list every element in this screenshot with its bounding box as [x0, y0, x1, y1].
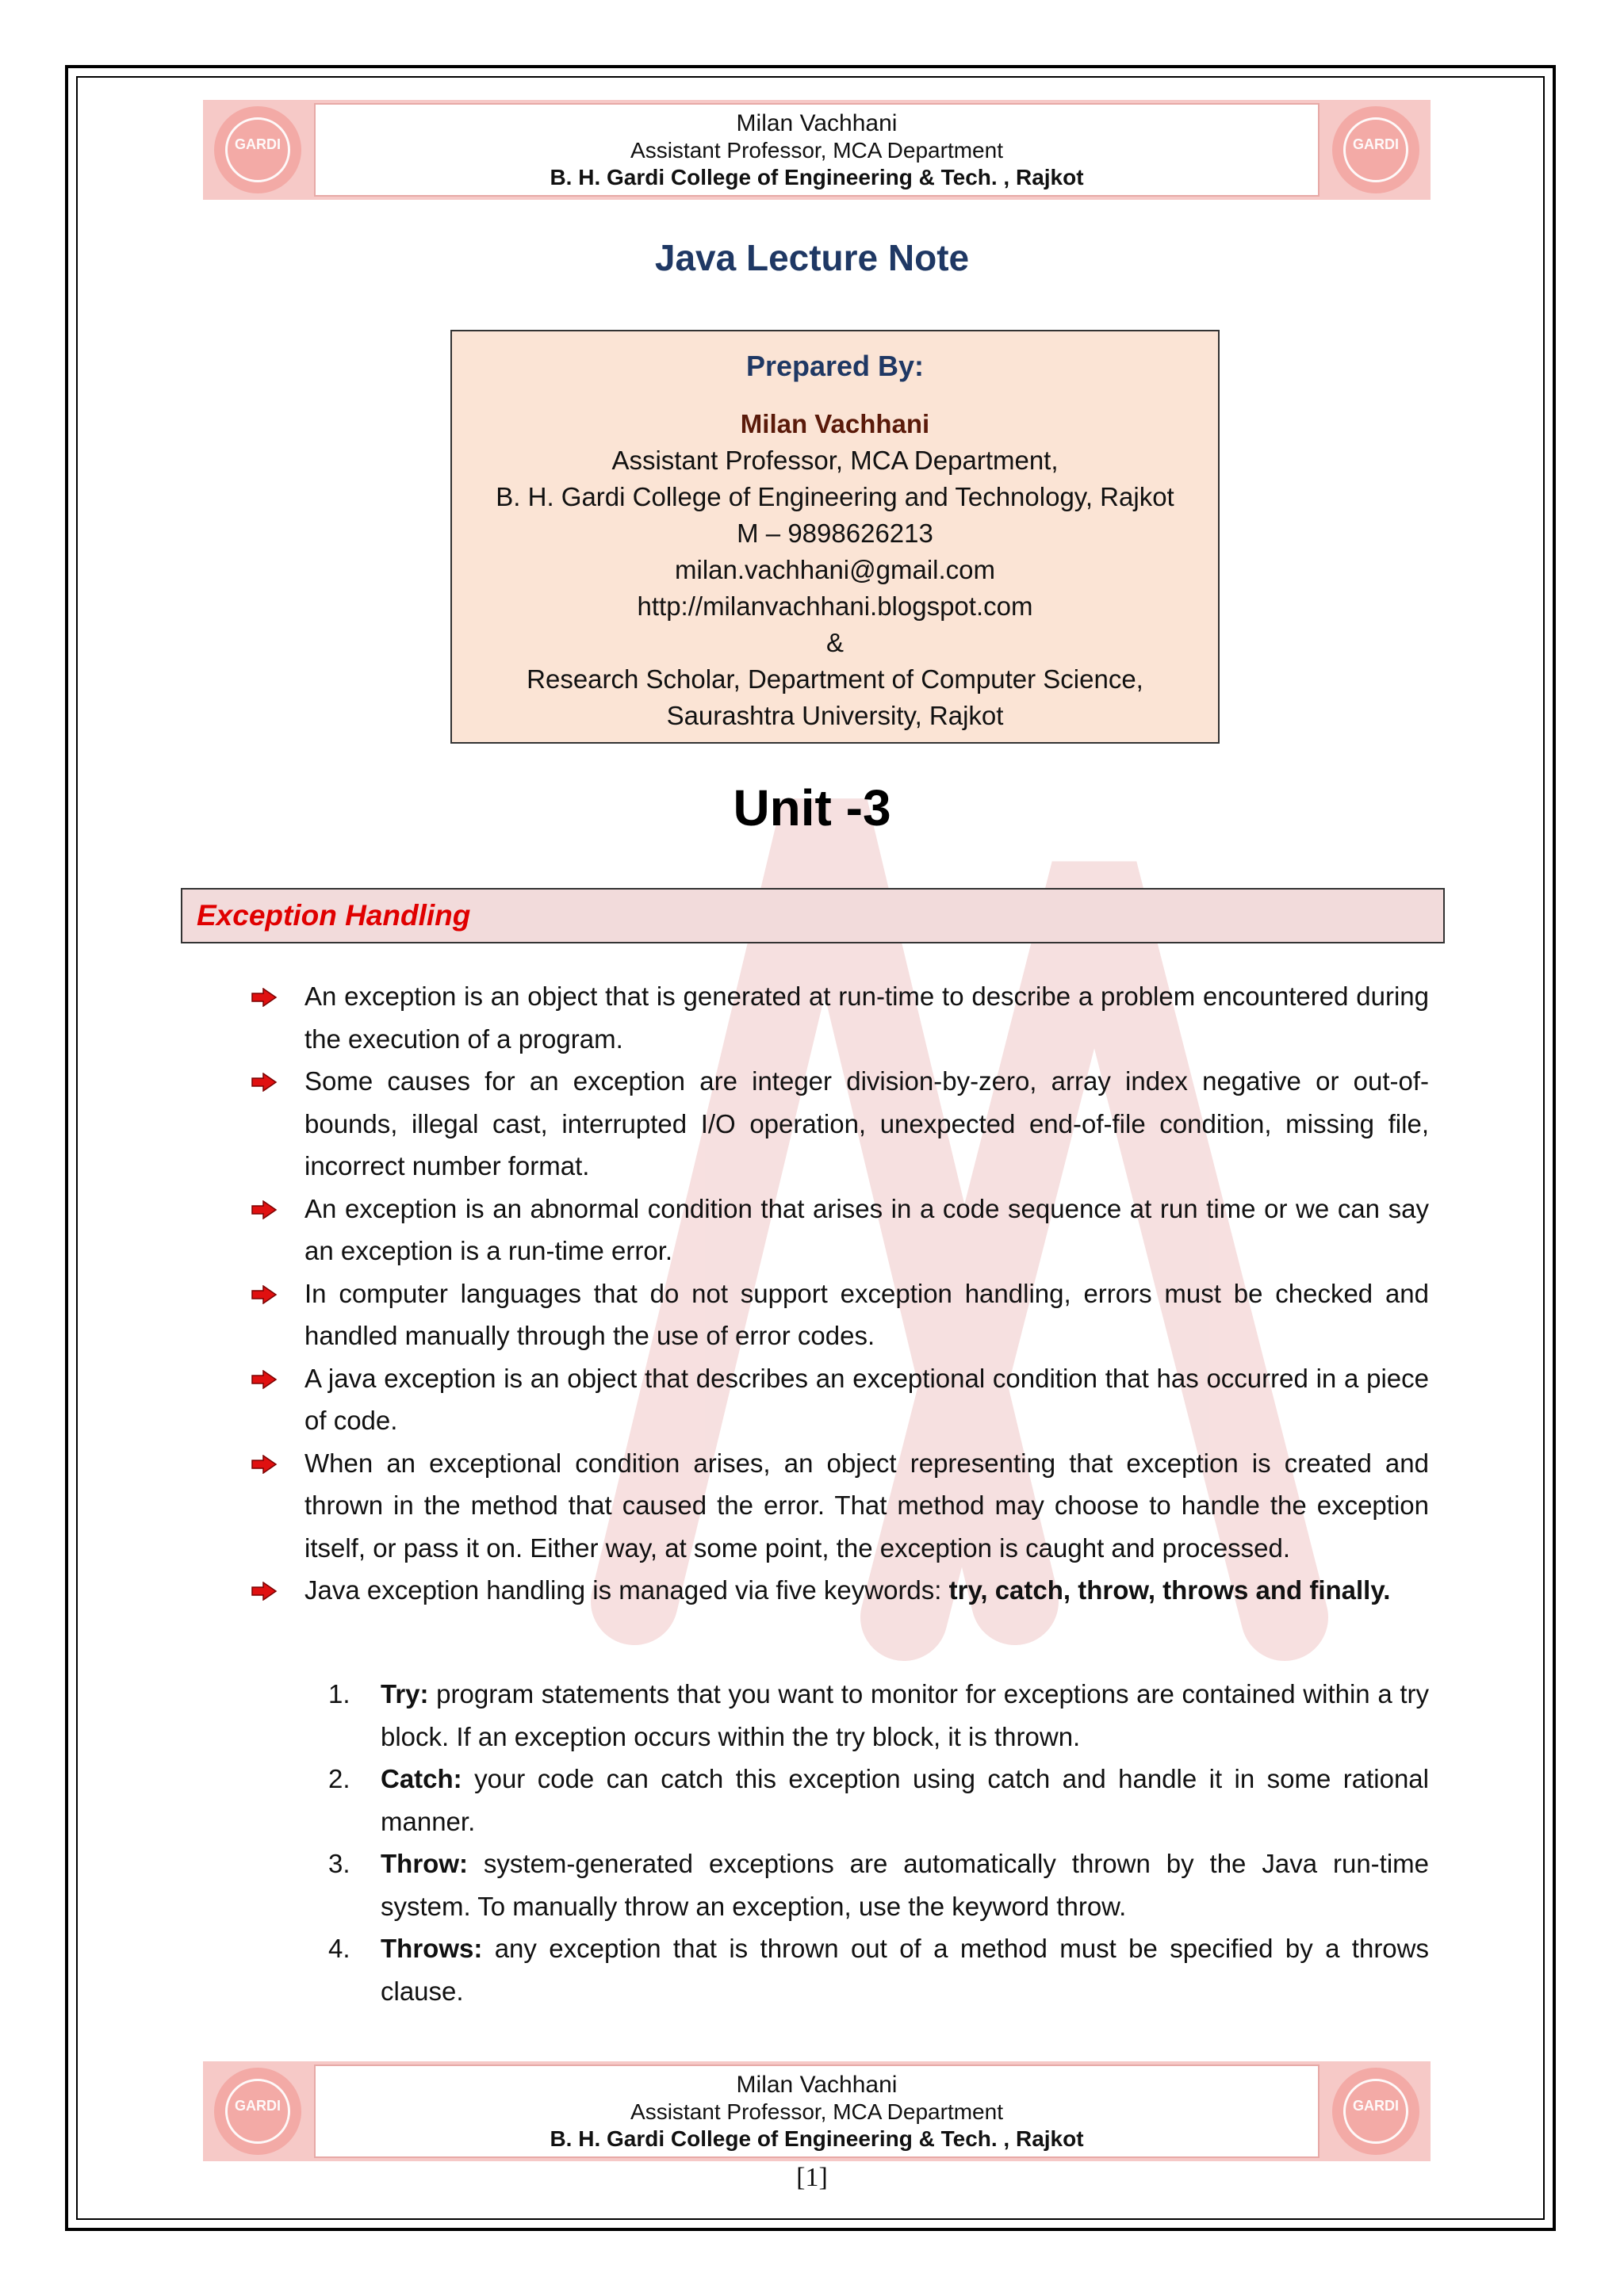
keyword-list	[328, 1673, 1429, 2012]
footer-band	[203, 2061, 1431, 2161]
footer-name: Milan Vachhani	[736, 2071, 898, 2098]
bullet-text: In computer languages that do not support exception handling, errors must be checked and handled manually through the use of error codes.	[304, 1278, 1429, 1350]
keyword-term: Try:	[381, 1679, 429, 1709]
author-name: Milan Vachhani	[740, 409, 930, 438]
keyword-description: any exception that is thrown out of a method must be specified by a throws clause.	[381, 1934, 1429, 2006]
list-item	[328, 1758, 1429, 1843]
keyword-description: system-generated exceptions are automatically thrown by the Java run-time system. To manually throw an exception, use the keyword throw.	[381, 1849, 1429, 1921]
logo-text: GARDI	[1353, 136, 1399, 152]
section-title: Exception Handling	[197, 899, 471, 932]
section-header	[181, 888, 1445, 943]
footer-college: B. H. Gardi College of Engineering & Tech. , Rajkot	[550, 2126, 1084, 2151]
college-logo-left	[214, 106, 301, 193]
college-logo-right	[1332, 106, 1419, 193]
list-item	[251, 1442, 1429, 1570]
bullet-text: A java exception is an object that describes an exceptional condition that has occurred in a piece of code.	[304, 1363, 1429, 1435]
header-name: Milan Vachhani	[736, 109, 898, 136]
list-item	[328, 1843, 1429, 1927]
right-arrow-icon	[251, 1370, 278, 1389]
author-title: Assistant Professor, MCA Department,	[611, 446, 1059, 475]
item-number: 2.	[328, 1764, 350, 1793]
list-item	[251, 1060, 1429, 1188]
item-number: 3.	[328, 1849, 350, 1878]
keyword-description: your code can catch this exception using catch and handle it in some rational manner.	[381, 1764, 1429, 1836]
logo-text: GARDI	[1353, 2098, 1399, 2114]
bullet-text: Java exception handling is managed via five keywords:	[304, 1575, 949, 1605]
header-band	[203, 100, 1431, 200]
document-title: Java Lecture Note	[654, 237, 970, 278]
bullet-text: Some causes for an exception are integer division-by-zero, array index negative or out-of-bounds, illegal cast, interrupted I/O operation, unexpected end-of-file condition, missing file, incorrect number format.	[304, 1066, 1429, 1181]
header-college: B. H. Gardi College of Engineering & Tech. , Rajkot	[550, 164, 1084, 189]
right-arrow-icon	[251, 1073, 278, 1092]
list-item	[251, 975, 1429, 1060]
bullet-text: When an exceptional condition arises, an object representing that exception is created and thrown in the method that caused the error. That method may choose to handle the exception itself, or pass it on. Either way, at some point, the exception is caught and processed.	[304, 1448, 1429, 1563]
list-item	[251, 1357, 1429, 1442]
author-college: B. H. Gardi College of Engineering and Technology, Rajkot	[496, 482, 1174, 511]
list-item	[328, 1673, 1429, 1758]
list-item	[251, 1272, 1429, 1357]
right-arrow-icon	[251, 1582, 278, 1601]
research-role: Research Scholar, Department of Computer Science,	[527, 664, 1143, 694]
bullet-text: An exception is an object that is generated at run-time to describe a problem encountered during the execution of a program.	[304, 982, 1429, 1054]
right-arrow-icon	[251, 1200, 278, 1219]
keyword-term: Throws:	[381, 1934, 483, 1963]
keyword-term: Throw:	[381, 1849, 468, 1878]
keyword-term: Catch:	[381, 1764, 462, 1793]
header-role: Assistant Professor, MCA Department	[630, 137, 1003, 163]
right-arrow-icon	[251, 1455, 278, 1474]
right-arrow-icon	[251, 988, 278, 1007]
keywords-bold: try, catch, throw, throws and finally.	[948, 1575, 1391, 1605]
item-number: 4.	[328, 1934, 350, 1963]
footer-role: Assistant Professor, MCA Department	[630, 2099, 1003, 2124]
college-logo-left	[214, 2068, 301, 2155]
list-item	[251, 1569, 1429, 1612]
right-arrow-icon	[251, 1285, 278, 1304]
prepared-by-box	[450, 330, 1220, 744]
ampersand: &	[825, 628, 844, 657]
research-university: Saurashtra University, Rajkot	[666, 701, 1004, 730]
list-item	[328, 1927, 1429, 2012]
author-email: milan.vachhani@gmail.com	[675, 555, 995, 584]
prepared-by-heading: Prepared By:	[745, 350, 925, 382]
logo-text: GARDI	[235, 2098, 281, 2114]
footer-info	[314, 2064, 1320, 2158]
item-number: 1.	[328, 1679, 350, 1709]
author-phone: M – 9898626213	[737, 519, 933, 548]
bullet-text: An exception is an abnormal condition that arises in a code sequence at run time or we can say an exception is a run-time error.	[304, 1193, 1429, 1265]
header-info	[314, 103, 1320, 197]
unit-title: Unit -3	[733, 779, 891, 836]
college-logo-right	[1332, 2068, 1419, 2155]
page-number: [1]	[796, 2163, 828, 2192]
logo-text: GARDI	[235, 136, 281, 152]
bullet-list	[251, 975, 1429, 1612]
list-item	[251, 1188, 1429, 1272]
author-blog: http://milanvachhani.blogspot.com	[637, 591, 1033, 621]
keyword-description: program statements that you want to monitor for exceptions are contained within a try block. If an exception occurs within the try block, it is thrown.	[381, 1679, 1429, 1751]
